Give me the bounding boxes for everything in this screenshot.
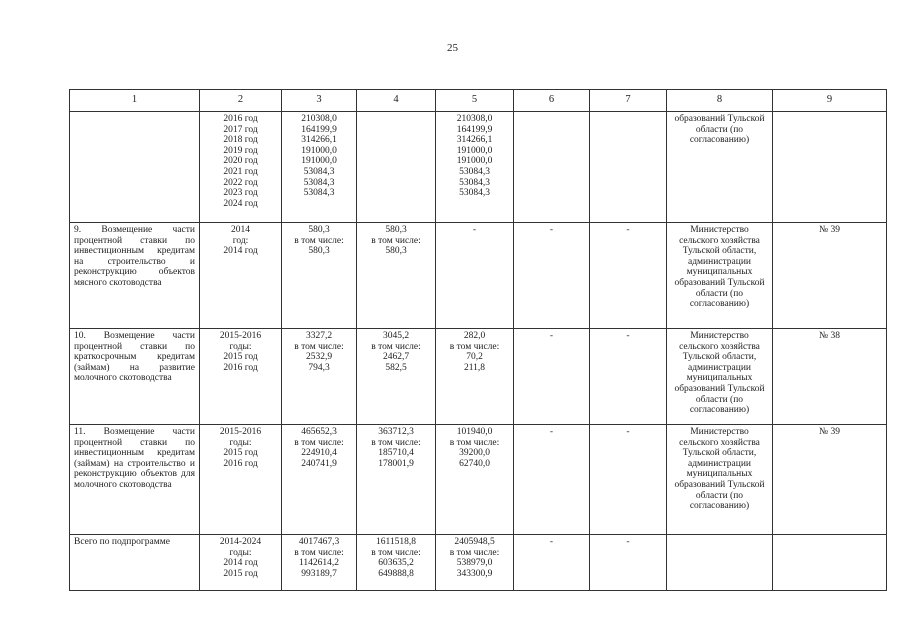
indicator-cell [773,112,887,223]
cell-line: годы: [229,437,252,448]
cell-line: 53084,3 [303,177,335,188]
subprogram-table [69,89,887,591]
table-row [70,425,887,535]
cell-line: в том числе: [449,341,500,352]
executor-cell: Министерство сельского хозяйства Тульской области, администрации муниципальных образований Тульской области (по согласованию) [667,223,773,329]
cell-line: 363712,3 [378,427,414,437]
federal-budget-cell [357,425,436,535]
cell-line: 191000,0 [456,145,493,156]
measure-name-cell: 10. Возмещение части процентной ставки по краткосрочным кредитам (займам) на развитие молочного скотоводства [70,329,200,425]
cell-line: 70,2 [466,352,483,363]
indicator-cell [773,535,887,591]
period-cell [200,223,282,329]
indicator-cell: № 39 [773,425,887,535]
column-header: 5 [436,90,514,112]
period-cell [200,425,282,535]
cell-line: 794,3 [308,362,330,373]
regional-budget-cell [436,535,514,591]
cell-line: 2016 год [223,114,258,124]
indicator-cell: № 38 [773,329,887,425]
total-amount-cell [282,223,357,329]
period-cell [200,112,282,223]
federal-budget-cell [357,112,436,223]
regional-budget-cell [436,112,514,223]
cell-line: 191000,0 [301,145,337,156]
local-budget-cell: - [514,223,590,329]
cell-line: 210308,0 [456,114,493,124]
federal-budget-cell [357,223,436,329]
local-budget-cell: - [514,425,590,535]
cell-line: 53084,3 [459,177,490,188]
measure-name-cell: Всего по подпрограмме [70,535,200,591]
cell-line: в том числе: [371,235,421,246]
cell-line: 191000,0 [456,156,493,167]
federal-budget-cell [357,329,436,425]
cell-line: 649888,8 [378,568,414,579]
column-header: 8 [667,90,773,112]
executor-cell: Министерство сельского хозяйства Тульской области, администрации муниципальных образований Тульской области (по согласованию) [667,329,773,425]
local-budget-cell [514,112,590,223]
cell-line: 2019 год [223,145,258,156]
cell-line: 53084,3 [459,188,490,199]
cell-line: 240741,9 [301,458,337,469]
cell-line: 2020 год [223,156,258,167]
cell-line: в том числе: [294,547,344,558]
cell-line: 580,3 [308,246,330,257]
cell-line: 4017467,3 [298,537,340,547]
measure-name-cell [70,112,200,223]
cell-line: 282,0 [463,331,486,341]
cell-line: 538979,0 [456,558,493,569]
table-row [70,223,887,329]
cell-line: 2014 год [223,558,258,569]
cell-line: 3045,2 [382,331,410,341]
extra-budget-cell: - [590,535,667,591]
cell-line: годы: [229,341,252,352]
cell-line: 314266,1 [456,135,493,146]
header-row [70,90,887,112]
cell-line: 2014 год [223,246,258,257]
cell-line: в том числе: [371,547,421,558]
cell-line: 2014 [231,225,250,235]
executor-cell: образований Тульской области (по согласованию) [667,112,773,223]
total-amount-cell [282,425,357,535]
cell-line: в том числе: [371,437,421,448]
cell-line: 2022 год [223,177,258,188]
cell-line: 2023 год [223,188,258,199]
cell-line: в том числе: [294,235,344,246]
cell-line: 2532,9 [305,352,333,363]
cell-line: 224910,4 [301,448,337,459]
column-header: 7 [590,90,667,112]
cell-line: 62740,0 [459,458,490,469]
cell-line: 582,5 [385,362,407,373]
cell-line: 993189,7 [301,568,337,579]
cell-line: 2015-2016 [219,331,262,341]
cell-line: 314266,1 [301,135,337,146]
measure-name-cell: 9. Возмещение части процентной ставки по инвестиционным кредитам на строительство и реконструкцию объектов мясного скотоводства [70,223,200,329]
cell-line: в том числе: [449,547,500,558]
total-amount-cell [282,112,357,223]
table-row [70,329,887,425]
cell-line: 178001,9 [378,458,414,469]
cell-line: 185710,4 [378,448,414,459]
extra-budget-cell: - [590,329,667,425]
cell-line: годы: [229,547,252,558]
cell-line: 2015 год [223,568,258,579]
cell-line: 580,3 [308,225,330,235]
total-amount-cell [282,535,357,591]
local-budget-cell: - [514,535,590,591]
cell-line: 211,8 [463,362,486,373]
cell-line: в том числе: [449,437,500,448]
cell-line: 2021 год [223,166,258,177]
cell-line: 53084,3 [303,188,335,199]
column-header: 4 [357,90,436,112]
regional-budget-cell [436,223,514,329]
table-row [70,535,887,591]
period-cell [200,535,282,591]
cell-line: 164199,9 [456,124,493,135]
cell-line: 3327,2 [305,331,333,341]
column-header: 1 [70,90,200,112]
cell-line: 2015-2016 [219,427,262,437]
cell-line: 343300,9 [456,568,493,579]
indicator-cell: № 39 [773,223,887,329]
cell-line: 465652,3 [301,427,337,437]
federal-budget-cell [357,535,436,591]
cell-line: 2024 год [223,198,258,209]
cell-line: 2016 год [223,458,258,469]
cell-line: в том числе: [294,437,344,448]
cell-line: 2405948,5 [454,537,495,547]
column-header: 6 [514,90,590,112]
cell-line: 2462,7 [382,352,410,363]
local-budget-cell: - [514,329,590,425]
total-amount-cell [282,329,357,425]
cell-line: 2016 год [223,362,258,373]
extra-budget-cell: - [590,223,667,329]
regional-budget-cell [436,425,514,535]
cell-line: 101940,0 [456,427,493,437]
cell-line: 53084,3 [459,166,490,177]
cell-line: 210308,0 [301,114,337,124]
page-number: 25 [447,42,458,54]
cell-line: 1611518,8 [375,537,417,547]
cell-line: 1142614,2 [298,558,340,569]
cell-line: 2018 год [223,135,258,146]
cell-line: в том числе: [294,341,344,352]
cell-line: 2015 год [223,448,258,459]
cell-line: 2017 год [223,124,258,135]
cell-line: 580,3 [385,246,407,257]
executor-cell [667,535,773,591]
table-row [70,112,887,223]
extra-budget-cell: - [590,425,667,535]
column-header: 2 [200,90,282,112]
extra-budget-cell [590,112,667,223]
regional-budget-cell [436,329,514,425]
cell-line: - [472,225,477,235]
cell-line: 2014-2024 [219,537,262,547]
period-cell [200,329,282,425]
executor-cell: Министерство сельского хозяйства Тульской области, администрации муниципальных образований Тульской области (по согласованию) [667,425,773,535]
cell-line: 580,3 [385,225,407,235]
cell-line: 603635,2 [378,558,414,569]
cell-line: в том числе: [371,341,421,352]
cell-line: 164199,9 [301,124,337,135]
column-header: 9 [773,90,887,112]
cell-line: 39200,0 [459,448,490,459]
cell-line: 191000,0 [301,156,337,167]
measure-name-cell: 11. Возмещение части процентной ставки по инвестиционным кредитам (займам) на строительство и реконструкцию объектов для молочного скотоводства [70,425,200,535]
cell-line: 2015 год [223,352,258,363]
column-header: 3 [282,90,357,112]
cell-line: год: [232,235,249,246]
cell-line: 53084,3 [303,166,335,177]
